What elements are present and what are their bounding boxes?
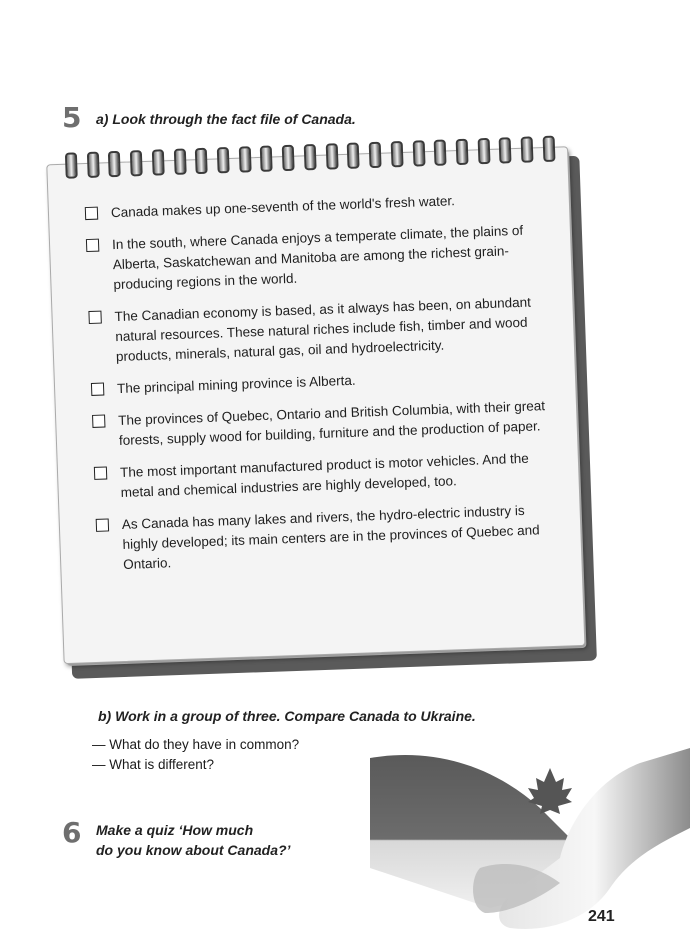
fact-item	[86, 220, 548, 296]
fact-checkbox[interactable]	[85, 207, 98, 220]
notebook-page	[46, 146, 585, 664]
fact-item	[91, 364, 551, 400]
fact-checkbox[interactable]	[92, 415, 105, 428]
spiral-ring-icon	[325, 143, 338, 169]
spiral-ring-icon	[217, 147, 230, 173]
spiral-ring-icon	[65, 152, 78, 178]
spiral-ring-icon	[369, 142, 382, 168]
fact-checkbox[interactable]	[86, 239, 99, 252]
fact-checkbox[interactable]	[88, 311, 101, 324]
spiral-ring-icon	[260, 146, 273, 172]
spiral-ring-icon	[412, 140, 425, 166]
fact-text: The most important manufactured product is motor vehicles. And the metal and chemical industries are highly developed, too.	[119, 450, 530, 500]
spiral-ring-icon	[87, 152, 100, 178]
fact-text: In the south, where Canada enjoys a temperate climate, the plains of Alberta, Saskatchewan and Manitoba are among the richest grain-producing regions in the world.	[111, 222, 524, 293]
question-common: — What do they have in common?	[92, 737, 300, 752]
spiral-ring-icon	[195, 148, 208, 174]
question-different: — What is different?	[92, 757, 215, 772]
fact-checkbox[interactable]	[91, 383, 104, 396]
fact-text: As Canada has many lakes and rivers, the hydro-electric industry is highly developed; its main centers are in the provinces of Quebec and Ontario.	[121, 502, 540, 572]
page-number: 241	[588, 908, 615, 925]
spiral-ring-icon	[542, 136, 555, 162]
exercise-6-line-1: Make a quiz ‘How much	[96, 822, 254, 838]
fact-text: The provinces of Quebec, Ontario and British Columbia, with their great forests, supply wood for building, furniture and the production of paper.	[117, 398, 546, 449]
spiral-ring-icon	[499, 137, 512, 163]
spiral-ring-icon	[152, 149, 165, 175]
fact-item	[96, 500, 558, 576]
fact-item	[94, 448, 555, 504]
spiral-ring-icon	[434, 139, 447, 165]
spiral-ring-icon	[108, 151, 121, 177]
fact-list	[85, 188, 558, 588]
exercise-6-line-2: do you know about Canada?’	[96, 842, 291, 858]
fact-file-notebook	[46, 146, 593, 674]
spiral-binding	[65, 136, 556, 183]
handshake-illustration	[370, 748, 690, 934]
fact-text: Canada makes up one-seventh of the world's fresh water.	[110, 193, 456, 221]
spiral-ring-icon	[304, 144, 317, 170]
exercise-5-number: 5	[62, 101, 82, 134]
spiral-ring-icon	[456, 139, 469, 165]
spiral-ring-icon	[130, 150, 143, 176]
fact-checkbox[interactable]	[96, 518, 109, 531]
spiral-ring-icon	[282, 145, 295, 171]
spiral-ring-icon	[173, 149, 186, 175]
spiral-ring-icon	[390, 141, 403, 167]
spiral-ring-icon	[477, 138, 490, 164]
compare-questions	[92, 735, 299, 775]
fact-item	[85, 188, 545, 224]
fact-checkbox[interactable]	[94, 466, 107, 479]
exercise-6-number: 6	[62, 816, 82, 849]
fact-text: The principal mining province is Alberta.	[116, 372, 356, 397]
fact-item	[88, 292, 550, 368]
exercise-5b-heading: b) Work in a group of three. Compare Canada to Ukraine.	[98, 708, 476, 724]
spiral-ring-icon	[239, 146, 252, 172]
exercise-5a-heading: a) Look through the fact file of Canada.	[96, 111, 356, 127]
fact-item	[92, 396, 553, 452]
spiral-ring-icon	[347, 142, 360, 168]
spiral-ring-icon	[521, 136, 534, 162]
fact-text: The Canadian economy is based, as it always has been, on abundant natural resources. These natural riches include fish, timber and wood products, minerals, natural gas, oil and hydroelectricity.	[114, 294, 532, 365]
